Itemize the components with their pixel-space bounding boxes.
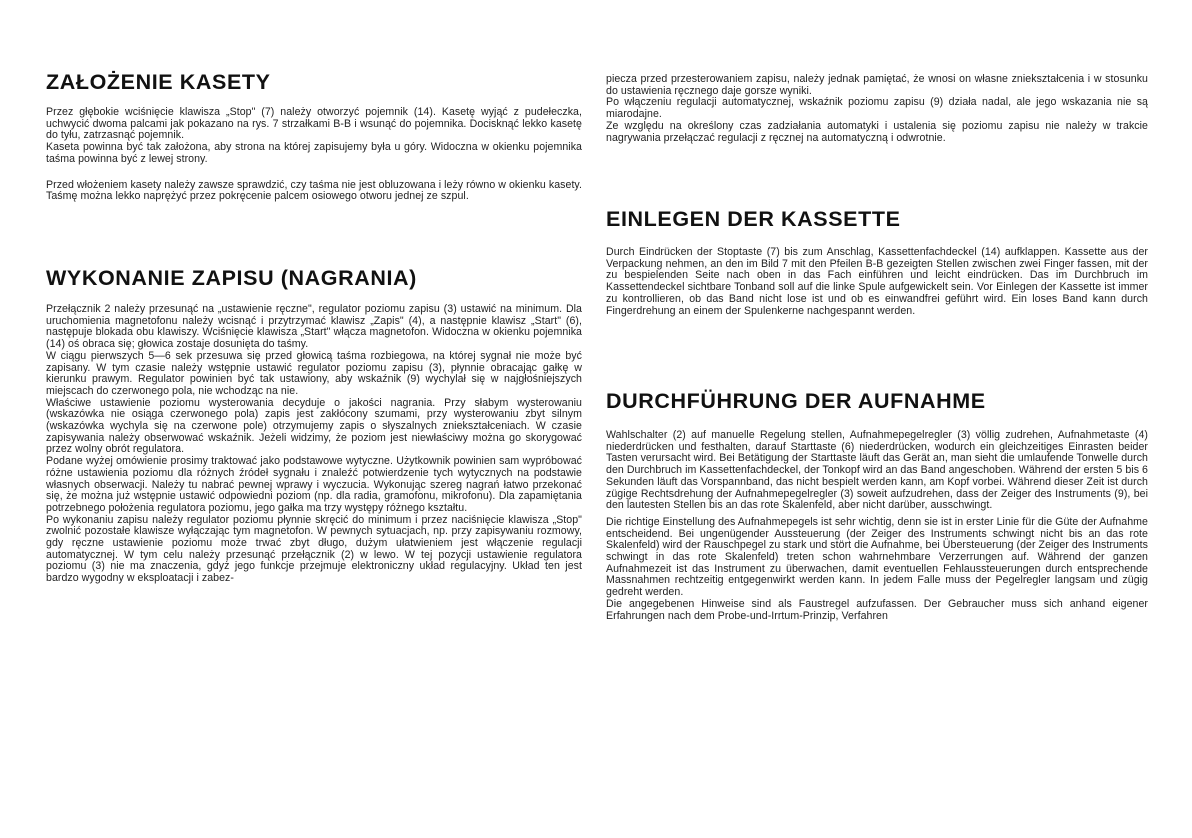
paragraph: Podane wyżej omówienie prosimy traktować jako podstawowe wytyczne. Użytkownik powinien sam wypróbować różne ustawienia poziomu dla różnych źródeł sygnału i znaleźć potwierdzenie tych wytycznych na podstawie własnych obserwacji. Należy tu nabrać pewnej wprawy i wyczucia. Wykonując szereg nagrań łatwo przekonać się, że można już wstępnie ustawić odpowiedni poziom (np. dla radia, gramofonu, mikrofonu). Dla zapamiętania potrzebnego położenia regulatora poziomu, jego gałka ma trzy występy różnego kształtu.	[46, 455, 582, 514]
paragraph: Przed włożeniem kasety należy zawsze sprawdzić, czy taśma nie jest obluzowana i leży równo w okienku kasety. Taśmę można lekko naprężyć przez pokręcenie palcem osiowego otworu jednej ze szpul.	[46, 178, 582, 203]
section-wykonanie-body	[46, 304, 582, 585]
paragraph: Kaseta powinna być tak założona, aby strona na której zapisujemy była u góry. Widoczna w okienku pojemnika taśma powinna być z lewej strony.	[46, 141, 582, 165]
paragraph: piecza przed przesterowaniem zapisu, należy jednak pamiętać, że wnosi on własne zniekształcenia i w stosunku do ustawienia ręcznego daje gorsze wyniki.	[606, 73, 1148, 97]
paragraph: Przełącznik 2 należy przesunąć na „ustawienie ręczne", regulator poziomu zapisu (3) ustawić na minimum. Dla uruchomienia magnetofonu należy wcisnąć i przytrzymać klawisz „Zapis" (4), a następnie klawisz „Start" (6), następuje blokada obu klawiszy. Wciśnięcie klawisza „Start" włącza magnetofon. Widoczna w okienku pojemnika (14) oś obraca się; głowica zostaje dosunięta do taśmy.	[46, 303, 582, 351]
paragraph: Durch Eindrücken der Stoptaste (7) bis zum Anschlag, Kassettenfachdeckel (14) aufklappen. Kassette aus der Verpackung nehmen, an den im Bild 7 mit den Pfeilen B-B gezeigten Stellen zwischen zwei Finger fassen, mit der zu bespielenden Seite nach oben in das Fach einführen und leicht eindrücken. Das im Durchbruch im Kassettendeckel sichtbare Tonband soll auf die linke Spule aufgewickelt sein. Vor Einlegen der Kassette ist immer zu kontrollieren, ob das Band nicht lose ist und ob es einwandfrei geführt wird. Ein loses Band kann durch Fingerdrehung an einem der Spulenkerne nachgespannt werden.	[606, 246, 1148, 317]
section-durchfuehrung-body	[606, 430, 1148, 622]
section-continuation	[606, 74, 1148, 144]
heading-wykonanie-zapisu: WYKONANIE ZAPISU (NAGRANIA)	[46, 266, 417, 290]
section-wykonanie-zapisu	[46, 266, 582, 291]
heading-zalozenie-kasety: ZAŁOŻENIE KASETY	[46, 70, 271, 94]
paragraph: Die angegebenen Hinweise sind als Faustregel aufzufassen. Der Gebraucher muss sich anhand eigener Erfahrungen nach dem Probe-und-Irrtum-Prinzip, Verfahren	[606, 597, 1148, 622]
paragraph: Właściwe ustawienie poziomu wysterowania decyduje o jakości nagrania. Przy słabym wysterowaniu (wskazówka nie osiąga czerwonego pola) zapis jest zakłócony szumami, przy wysterowaniu zbyt silnym (wskazówka wychyla się na czerwone pole) otrzymujemy zapis o słyszalnych zniekształceniach. W czasie zapisywania należy obserwować wskaźnik. Jeżeli widzimy, że poziom jest niewłaściwy można go skorygować przez wolny obrót regulatora.	[46, 396, 582, 456]
paragraph: Przez głębokie wciśnięcie klawisza „Stop" (7) należy otworzyć pojemnik (14). Kasetę wyjąć z pudełeczka, uchwycić dwoma palcami jak pokazano na rys. 7 strzałkami B-B i wsunąć do pojemnika. Docisknąć lekko kasetę do tyłu, zatrzasnąć pojemnik.	[46, 106, 582, 142]
paragraph: Die richtige Einstellung des Aufnahmepegels ist sehr wichtig, denn sie ist in erster Linie für die Güte der Aufnahme entscheidend. Bei ungenügender Aussteuerung (der Zeiger des Instruments schwingt nicht bis an das rote Skalenfeld) wird der Rauschpegel zu stark und stört die Aufnahme, bei Übersteuerung (der Zeiger des Instruments schwingt in das rote Skalenfeld) treten schon wahrnehmbare Verzerrungen auf. Während der ganzen Aufnahmezeit ist das Instrument zu überwachen, damit eventuellen Fehlaussteuerungen durch entsprechende Massnahmen rechtzeitig entgegenwirkt werden kann. In jedem Falle muss der Pegelregler langsam und zügig gedreht werden.	[606, 515, 1148, 599]
heading-durchfuehrung-der-aufnahme: DURCHFÜHRUNG DER AUFNAHME	[606, 389, 986, 413]
paragraph: Ze względu na określony czas zadziałania automatyki i ustalenia się poziomu zapisu nie należy w trakcie nagrywania przełączać regulacji z ręcznej na automatyczną i odwrotnie.	[606, 119, 1148, 144]
heading-einlegen-der-kassette: EINLEGEN DER KASSETTE	[606, 207, 901, 231]
paragraph: Po włączeniu regulacji automatycznej, wskaźnik poziomu zapisu (9) działa nadal, ale jego wskazania nie są miarodajne.	[606, 96, 1148, 121]
section-durchfuehrung-der-aufnahme	[606, 389, 1148, 414]
section-einlegen-der-kassette	[606, 207, 1148, 232]
section-zalozenie-body	[46, 107, 582, 203]
section-zalozenie-kasety	[46, 70, 582, 95]
paragraph: Wahlschalter (2) auf manuelle Regelung stellen, Aufnahmepegelregler (3) völlig zudrehen, Aufnahmetaste (4) niederdrücken und festhalten, darauf Starttaste (6) niederdrücken, wodurch ein gleichzeitiges Einrasten beider Tasten verursacht wird. Bei Betätigung der Starttaste läuft das Gerät an, man sieht die umlaufende Tonwelle durch den Durchbruch im Kassettenfachdeckel, der Tonkopf wird an das Band angeschoben. Während der ersten 5 bis 6 Sekunden läuft das Vorspannband, das nicht bespielt werden kann, am Kopf vorbei. Während dieser Zeit ist durch zügige Rechtsdrehung der Aufnahmepegelregler (3) soweit aufzudrehen, dass der Zeiger des Instruments (9), bei den lautesten Stellen bis an das rote Skalenfeld, aber nicht darüber, ausschwingt.	[606, 429, 1148, 512]
paragraph: Po wykonaniu zapisu należy regulator poziomu płynnie skręcić do minimum i przez naciśnięcie klawisza „Stop" zwolnić pozostałe klawisze wyłączając tym magnetofon. W pewnych sytuacjach, np. przy zapisywaniu rozmowy, gdy ręczne ustawienie poziomu może trwać zbyt długo, dużym ułatwieniem jest włączenie regulacji automatycznej. W tym celu należy przesunąć przełącznik (2) w lewo. W tej pozycji ustawienie regulatora poziomu (3) nie ma znaczenia, gdyż jego funkcje przejmuje elektroniczny układ regulacyjny. Układ ten jest bardzo wygodny w eksploatacji i zabez-	[46, 513, 582, 585]
paragraph: W ciągu pierwszych 5—6 sek przesuwa się przed głowicą taśma rozbiegowa, na której sygnał nie może być zapisany. W tym czasie należy wstępnie ustawić regulator poziomu zapisu (3), płynnie obracając gałkę w kierunku prawym. Regulator powinien być tak ustawiony, aby wskaźnik (9) wychylał się w najgłośniejszych miejscach do czerwonego pola, nie wchodząc na nie.	[46, 349, 582, 397]
section-einlegen-body	[606, 247, 1148, 317]
